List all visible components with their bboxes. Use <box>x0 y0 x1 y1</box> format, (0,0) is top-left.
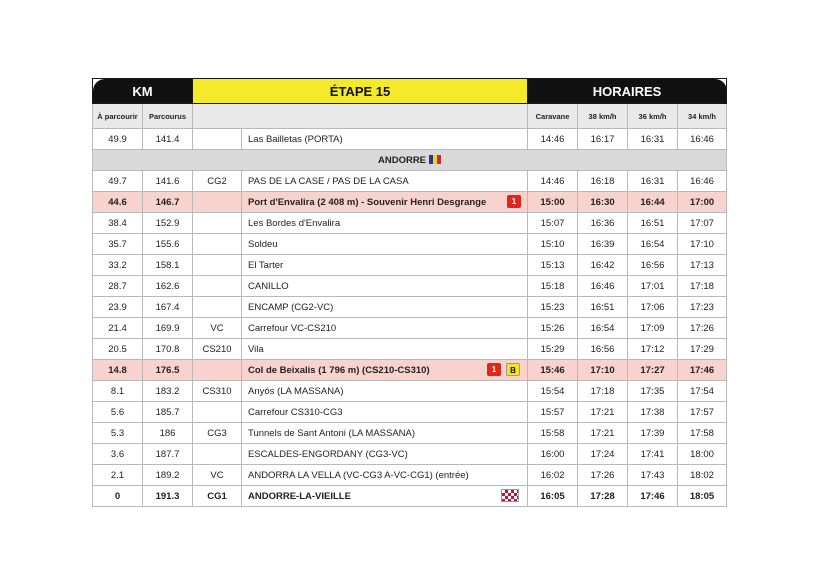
time-caravane: 15:54 <box>528 381 578 402</box>
location-name: Las Bailletas (PORTA) <box>248 133 343 145</box>
time-caravane: 15:58 <box>528 423 578 444</box>
location <box>242 486 528 507</box>
time-speed3: 17:58 <box>678 423 727 444</box>
climb-category-icon: 1 <box>487 363 501 376</box>
km-done: 167.4 <box>143 297 193 318</box>
time-caravane: 15:18 <box>528 276 578 297</box>
location-name: Col de Beixalis (1 796 m) (CS210-CS310) <box>248 364 430 376</box>
time-speed3: 16:46 <box>678 171 727 192</box>
time-speed1: 16:46 <box>578 276 628 297</box>
location <box>242 402 528 423</box>
time-speed2: 16:54 <box>628 234 678 255</box>
km-remaining: 38.4 <box>93 213 143 234</box>
time-speed2: 17:46 <box>628 486 678 507</box>
time-speed1: 17:18 <box>578 381 628 402</box>
location <box>242 213 528 234</box>
km-done: 155.6 <box>143 234 193 255</box>
km-done: 185.7 <box>143 402 193 423</box>
location-name: Port d'Envalira (2 408 m) - Souvenir Henri Desgrange <box>248 196 487 208</box>
time-caravane: 14:46 <box>528 171 578 192</box>
time-caravane: 15:29 <box>528 339 578 360</box>
location-name: Soldeu <box>248 238 278 250</box>
time-speed1: 17:24 <box>578 444 628 465</box>
time-speed2: 17:38 <box>628 402 678 423</box>
time-speed1: 16:56 <box>578 339 628 360</box>
bonus-sprint-icon: B <box>506 363 520 376</box>
route-code: CS310 <box>193 381 242 402</box>
time-speed3: 17:07 <box>678 213 727 234</box>
stage-title: ÉTAPE 15 <box>193 79 528 104</box>
time-speed3: 18:05 <box>678 486 727 507</box>
time-speed3: 17:10 <box>678 234 727 255</box>
km-done: 176.5 <box>143 360 193 381</box>
time-speed1: 17:10 <box>578 360 628 381</box>
route-code <box>193 255 242 276</box>
route-code <box>193 192 242 213</box>
km-remaining: 23.9 <box>93 297 143 318</box>
location-name: Carrefour CS310-CG3 <box>248 406 343 418</box>
km-done: 141.4 <box>143 129 193 150</box>
blank-header <box>193 104 528 129</box>
climb-category-icon: 1 <box>507 195 521 208</box>
time-speed3: 17:18 <box>678 276 727 297</box>
time-speed3: 17:13 <box>678 255 727 276</box>
time-speed2: 16:44 <box>628 192 678 213</box>
km-remaining: 14.8 <box>93 360 143 381</box>
time-caravane: 16:02 <box>528 465 578 486</box>
location <box>242 171 528 192</box>
subheader-row <box>93 104 727 129</box>
time-speed2: 16:51 <box>628 213 678 234</box>
location-name: CANILLO <box>248 280 289 292</box>
location-name: ENCAMP (CG2-VC) <box>248 301 334 313</box>
table-row <box>93 171 727 192</box>
route-code <box>193 297 242 318</box>
time-caravane: 15:23 <box>528 297 578 318</box>
route-code: CS210 <box>193 339 242 360</box>
time-caravane: 15:46 <box>528 360 578 381</box>
location <box>242 234 528 255</box>
location-name: El Tarter <box>248 259 284 271</box>
km-done: 186 <box>143 423 193 444</box>
time-speed1: 16:39 <box>578 234 628 255</box>
location <box>242 255 528 276</box>
time-speed3: 17:00 <box>678 192 727 213</box>
time-speed1: 17:21 <box>578 402 628 423</box>
route-code <box>193 213 242 234</box>
location <box>242 360 528 381</box>
km-done: 146.7 <box>143 192 193 213</box>
route-code: VC <box>193 465 242 486</box>
time-speed1: 16:51 <box>578 297 628 318</box>
stage-schedule-sheet <box>92 78 726 507</box>
location-name: Les Bordes d'Envalira <box>248 217 341 229</box>
time-caravane: 14:46 <box>528 129 578 150</box>
route-code <box>193 402 242 423</box>
location <box>242 444 528 465</box>
km-remaining: 5.6 <box>93 402 143 423</box>
km-remaining: 44.6 <box>93 192 143 213</box>
km-remaining: 3.6 <box>93 444 143 465</box>
time-speed1: 17:26 <box>578 465 628 486</box>
route-code: CG2 <box>193 171 242 192</box>
parcourus-header: Parcourus <box>143 104 193 129</box>
time-speed2: 16:31 <box>628 129 678 150</box>
time-caravane: 15:07 <box>528 213 578 234</box>
horaires-header: HORAIRES <box>528 79 727 104</box>
location <box>242 297 528 318</box>
km-done: 169.9 <box>143 318 193 339</box>
time-speed2: 17:12 <box>628 339 678 360</box>
time-speed3: 16:46 <box>678 129 727 150</box>
table-row-climb <box>93 192 727 213</box>
location-name: ANDORRE-LA-VIEILLE <box>248 490 351 502</box>
time-caravane: 15:13 <box>528 255 578 276</box>
section-row <box>93 150 727 171</box>
table-row <box>93 402 727 423</box>
table-row <box>93 444 727 465</box>
time-speed1: 16:54 <box>578 318 628 339</box>
km-done: 158.1 <box>143 255 193 276</box>
table-row-climb <box>93 360 727 381</box>
location-name: PAS DE LA CASE / PAS DE LA CASA <box>248 175 409 187</box>
time-speed1: 17:28 <box>578 486 628 507</box>
time-speed2: 17:09 <box>628 318 678 339</box>
time-speed2: 17:39 <box>628 423 678 444</box>
table-row <box>93 318 727 339</box>
time-speed2: 17:35 <box>628 381 678 402</box>
route-code <box>193 360 242 381</box>
table-row <box>93 297 727 318</box>
km-done: 191.3 <box>143 486 193 507</box>
table-row <box>93 465 727 486</box>
time-caravane: 15:26 <box>528 318 578 339</box>
time-speed1: 16:18 <box>578 171 628 192</box>
location <box>242 129 528 150</box>
section-label: ANDORRE <box>377 154 427 166</box>
time-speed2: 16:56 <box>628 255 678 276</box>
location <box>242 381 528 402</box>
section-andorre <box>93 150 727 171</box>
table-row <box>93 423 727 444</box>
location <box>242 465 528 486</box>
a-parcourir-header: À parcourir <box>93 104 143 129</box>
time-speed1: 17:21 <box>578 423 628 444</box>
route-code: CG3 <box>193 423 242 444</box>
time-speed2: 17:41 <box>628 444 678 465</box>
location-name: Anyós (LA MASSANA) <box>248 385 344 397</box>
location-name: ESCALDES-ENGORDANY (CG3-VC) <box>248 448 408 460</box>
andorra-flag-icon <box>429 155 441 164</box>
time-speed2: 17:43 <box>628 465 678 486</box>
speed2-header: 36 km/h <box>628 104 678 129</box>
km-remaining: 8.1 <box>93 381 143 402</box>
time-speed1: 16:42 <box>578 255 628 276</box>
time-speed3: 17:46 <box>678 360 727 381</box>
table-row <box>93 129 727 150</box>
time-speed1: 16:30 <box>578 192 628 213</box>
km-done: 187.7 <box>143 444 193 465</box>
location <box>242 318 528 339</box>
km-header: KM <box>93 79 193 104</box>
route-code <box>193 276 242 297</box>
speed1-header: 38 km/h <box>578 104 628 129</box>
km-remaining: 21.4 <box>93 318 143 339</box>
km-done: 189.2 <box>143 465 193 486</box>
time-speed2: 16:31 <box>628 171 678 192</box>
location <box>242 192 528 213</box>
location-name: Tunnels de Sant Antoni (LA MASSANA) <box>248 427 416 439</box>
table-row <box>93 255 727 276</box>
location-name: Vila <box>248 343 264 355</box>
time-speed2: 17:27 <box>628 360 678 381</box>
time-caravane: 15:57 <box>528 402 578 423</box>
table-row <box>93 276 727 297</box>
time-speed3: 17:23 <box>678 297 727 318</box>
time-speed3: 17:54 <box>678 381 727 402</box>
speed3-header: 34 km/h <box>678 104 727 129</box>
location-name: Carrefour VC-CS210 <box>248 322 337 334</box>
km-remaining: 5.3 <box>93 423 143 444</box>
route-code: VC <box>193 318 242 339</box>
time-speed2: 17:01 <box>628 276 678 297</box>
time-speed1: 16:36 <box>578 213 628 234</box>
km-remaining: 28.7 <box>93 276 143 297</box>
km-remaining: 2.1 <box>93 465 143 486</box>
table-row-finish <box>93 486 727 507</box>
time-caravane: 16:05 <box>528 486 578 507</box>
time-speed1: 16:17 <box>578 129 628 150</box>
km-remaining: 20.5 <box>93 339 143 360</box>
km-done: 183.2 <box>143 381 193 402</box>
time-speed3: 18:00 <box>678 444 727 465</box>
time-speed3: 18:02 <box>678 465 727 486</box>
location <box>242 423 528 444</box>
time-speed3: 17:29 <box>678 339 727 360</box>
time-speed3: 17:26 <box>678 318 727 339</box>
table-row <box>93 213 727 234</box>
km-remaining: 35.7 <box>93 234 143 255</box>
time-caravane: 15:00 <box>528 192 578 213</box>
time-speed2: 17:06 <box>628 297 678 318</box>
finish-flag-icon <box>501 489 519 502</box>
caravane-header: Caravane <box>528 104 578 129</box>
table-row <box>93 339 727 360</box>
km-remaining: 49.9 <box>93 129 143 150</box>
route-code: CG1 <box>193 486 242 507</box>
km-remaining: 0 <box>93 486 143 507</box>
table-row <box>93 234 727 255</box>
location <box>242 276 528 297</box>
km-done: 152.9 <box>143 213 193 234</box>
km-remaining: 49.7 <box>93 171 143 192</box>
table-row <box>93 381 727 402</box>
route-code <box>193 234 242 255</box>
location <box>242 339 528 360</box>
km-done: 170.8 <box>143 339 193 360</box>
time-caravane: 16:00 <box>528 444 578 465</box>
km-remaining: 33.2 <box>93 255 143 276</box>
route-code <box>193 444 242 465</box>
header-row <box>93 79 727 104</box>
stage-schedule-table <box>92 78 727 507</box>
km-done: 141.6 <box>143 171 193 192</box>
location-name: ANDORRA LA VELLA (VC-CG3 A-VC-CG1) (entrée) <box>248 469 469 481</box>
time-speed3: 17:57 <box>678 402 727 423</box>
route-code <box>193 129 242 150</box>
km-done: 162.6 <box>143 276 193 297</box>
time-caravane: 15:10 <box>528 234 578 255</box>
